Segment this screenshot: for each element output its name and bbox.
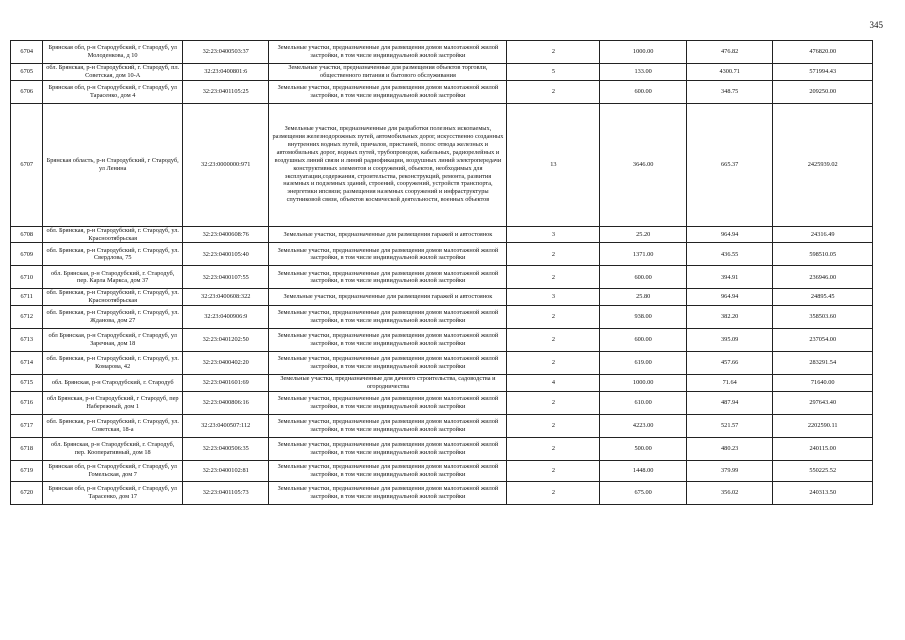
area-cell: 1000.00 <box>600 41 687 64</box>
row-number: 6706 <box>11 80 43 103</box>
address-cell: Брянская обл, р-н Стародубский, г Стародуб, ул Тарасенко, дом 4 <box>43 80 183 103</box>
specific-value-cell: 382.20 <box>686 306 773 329</box>
row-number: 6712 <box>11 306 43 329</box>
specific-value-cell: 436.55 <box>686 243 773 266</box>
table-row <box>11 391 873 414</box>
table-row <box>11 329 873 352</box>
address-cell: Брянская область, р-н Стародубский, г Стародуб, ул Ленина <box>43 103 183 226</box>
row-number: 6710 <box>11 266 43 289</box>
address-cell: обл. Брянская, р-н Стародубский, г. Стародуб, ул. Комарова, 42 <box>43 352 183 375</box>
use-group-cell: 2 <box>507 41 600 64</box>
cadastral-number-cell: 32:23:0400506:35 <box>182 437 269 460</box>
specific-value-cell: 964.94 <box>686 226 773 243</box>
cadastral-value-cell: 571994.43 <box>773 64 873 81</box>
use-group-cell: 2 <box>507 437 600 460</box>
land-use-cell: Земельные участки, предназначенные для размещения домов малоэтажной жилой застройки, в том числе индивидуальной жилой застройки <box>269 243 507 266</box>
land-use-cell: Земельные участки, предназначенные для размещения домов малоэтажной жилой застройки, в том числе индивидуальной жилой застройки <box>269 306 507 329</box>
area-cell: 600.00 <box>600 266 687 289</box>
table-row <box>11 80 873 103</box>
address-cell: обл. Брянская, р-н Стародубский, г. Стародуб, пл. Советская, дом 10-А <box>43 64 183 81</box>
cadastral-number-cell: 32:23:0401601:69 <box>182 375 269 392</box>
use-group-cell: 13 <box>507 103 600 226</box>
area-cell: 619.00 <box>600 352 687 375</box>
use-group-cell: 3 <box>507 226 600 243</box>
table-row <box>11 226 873 243</box>
use-group-cell: 2 <box>507 391 600 414</box>
table-row <box>11 414 873 437</box>
cadastral-value-cell: 24895.45 <box>773 289 873 306</box>
area-cell: 1371.00 <box>600 243 687 266</box>
area-cell: 938.00 <box>600 306 687 329</box>
table-row <box>11 375 873 392</box>
cadastral-value-cell: 237054.00 <box>773 329 873 352</box>
table-row <box>11 481 873 504</box>
land-use-cell: Земельные участки, предназначенные для дачного строительства, садоводства и огородничества <box>269 375 507 392</box>
land-use-cell: Земельные участки, предназначенные для размещения домов малоэтажной жилой застройки, в том числе индивидуальной жилой застройки <box>269 352 507 375</box>
row-number: 6720 <box>11 481 43 504</box>
use-group-cell: 2 <box>507 460 600 481</box>
area-cell: 600.00 <box>600 80 687 103</box>
table-row <box>11 243 873 266</box>
specific-value-cell: 665.37 <box>686 103 773 226</box>
use-group-cell: 2 <box>507 481 600 504</box>
address-cell: обл. Брянская, р-н Стародубский, г. Стародуб <box>43 375 183 392</box>
address-cell: Брянская обл, р-н Стародубский, г Стародуб, ул Тарасенко, дом 17 <box>43 481 183 504</box>
table-row <box>11 306 873 329</box>
cadastral-value-cell: 71640.00 <box>773 375 873 392</box>
cadastral-number-cell: 32:23:0400402:20 <box>182 352 269 375</box>
address-cell: обл. Брянская, р-н Стародубский, г. Стародуб, ул. Свердлова, 75 <box>43 243 183 266</box>
table-row <box>11 352 873 375</box>
table-row <box>11 460 873 481</box>
area-cell: 1448.00 <box>600 460 687 481</box>
land-use-cell: Земельные участки, предназначенные для размещения домов малоэтажной жилой застройки, в том числе индивидуальной жилой застройки <box>269 266 507 289</box>
table-row <box>11 437 873 460</box>
land-use-cell: Земельные участки, предназначенные для размещения домов малоэтажной жилой застройки, в том числе индивидуальной жилой застройки <box>269 460 507 481</box>
cadastral-value-cell: 236946.00 <box>773 266 873 289</box>
specific-value-cell: 964.94 <box>686 289 773 306</box>
cadastral-value-cell: 2202590.11 <box>773 414 873 437</box>
cadastral-number-cell: 32:23:0400906:9 <box>182 306 269 329</box>
row-number: 6719 <box>11 460 43 481</box>
row-number: 6709 <box>11 243 43 266</box>
area-cell: 133.00 <box>600 64 687 81</box>
address-cell: обл Брянская, р-н Стародубский, г Стародуб, пер Набережный, дом 1 <box>43 391 183 414</box>
table-row <box>11 103 873 226</box>
land-use-cell: Земельные участки, предназначенные для размещения гаражей и автостоянок <box>269 226 507 243</box>
area-cell: 675.00 <box>600 481 687 504</box>
cadastral-number-cell: 32:23:0400507:112 <box>182 414 269 437</box>
specific-value-cell: 480.23 <box>686 437 773 460</box>
address-cell: обл. Брянская, р-н Стародубский, г. Стародуб, ул. Жданова, дом 27 <box>43 306 183 329</box>
cadastral-number-cell: 32:23:0400105:40 <box>182 243 269 266</box>
row-number: 6716 <box>11 391 43 414</box>
area-cell: 3646.00 <box>600 103 687 226</box>
use-group-cell: 2 <box>507 243 600 266</box>
page-number: 345 <box>869 20 883 30</box>
cadastral-value-cell: 240313.50 <box>773 481 873 504</box>
area-cell: 500.00 <box>600 437 687 460</box>
specific-value-cell: 487.94 <box>686 391 773 414</box>
land-use-cell: Земельные участки, предназначенные для размещения домов малоэтажной жилой застройки, в том числе индивидуальной жилой застройки <box>269 414 507 437</box>
land-use-cell: Земельные участки, предназначенные для размещения объектов торговли, общественного питания и бытового обслуживания <box>269 64 507 81</box>
row-number: 6718 <box>11 437 43 460</box>
land-use-cell: Земельные участки, предназначенные для размещения домов малоэтажной жилой застройки, в том числе индивидуальной жилой застройки <box>269 391 507 414</box>
use-group-cell: 2 <box>507 266 600 289</box>
specific-value-cell: 395.09 <box>686 329 773 352</box>
land-use-cell: Земельные участки, предназначенные для размещения домов малоэтажной жилой застройки, в том числе индивидуальной жилой застройки <box>269 80 507 103</box>
table-body <box>11 41 873 505</box>
cadastral-number-cell: 32:23:0400806:16 <box>182 391 269 414</box>
specific-value-cell: 348.75 <box>686 80 773 103</box>
cadastral-number-cell: 32:23:0400608:76 <box>182 226 269 243</box>
row-number: 6705 <box>11 64 43 81</box>
specific-value-cell: 457.66 <box>686 352 773 375</box>
area-cell: 610.00 <box>600 391 687 414</box>
use-group-cell: 2 <box>507 80 600 103</box>
table-row <box>11 266 873 289</box>
specific-value-cell: 4300.71 <box>686 64 773 81</box>
row-number: 6711 <box>11 289 43 306</box>
cadastral-number-cell: 32:23:0400608:322 <box>182 289 269 306</box>
specific-value-cell: 476.82 <box>686 41 773 64</box>
use-group-cell: 4 <box>507 375 600 392</box>
cadastral-number-cell: 32:23:0400102:81 <box>182 460 269 481</box>
specific-value-cell: 379.99 <box>686 460 773 481</box>
address-cell: обл. Брянская, р-н Стародубский, г. Стародуб, ул. Красноотябрьская <box>43 226 183 243</box>
address-cell: обл. Брянская, р-н Стародубский, г. Стародуб, ул. Красноотябрьская <box>43 289 183 306</box>
area-cell: 25.20 <box>600 226 687 243</box>
cadastral-value-cell: 297643.40 <box>773 391 873 414</box>
table-row <box>11 64 873 81</box>
cadastral-value-cell: 24316.49 <box>773 226 873 243</box>
use-group-cell: 2 <box>507 352 600 375</box>
table-row <box>11 41 873 64</box>
address-cell: обл. Брянская, р-н Стародубский, г. Стародуб, пер. Карла Маркса, дом 37 <box>43 266 183 289</box>
land-use-cell: Земельные участки, предназначенные для размещения домов малоэтажной жилой застройки, в том числе индивидуальной жилой застройки <box>269 329 507 352</box>
cadastral-number-cell: 32:23:0400801:6 <box>182 64 269 81</box>
cadastral-value-cell: 240115.00 <box>773 437 873 460</box>
land-use-cell: Земельные участки, предназначенные для разработки полезных ископаемых, размещения железнодорожных путей, автомобильных дорог, искусственно созданных внутренних водных путей, причалов, пристаней, полос отвода железных и автомобильных дорог, водных путей, трубопроводов, кабельных, радиорелейных и воздушных линий связи и линий радиофикации, воздушных линий электропередачи конструктивных элементов и сооружений, объектов, необходимых для эксплуатации,содержания, строительства, реконструкций, ремонта, развития наземных и подземных зданий, строений, сооружений, устройств транспорта, энергетики ипсвязи; размещения наземных сооружений и инфраструктуры спутниковой связи, объектов космической деятельности, военных объектов <box>269 103 507 226</box>
cadastral-value-table <box>10 40 873 505</box>
row-number: 6707 <box>11 103 43 226</box>
specific-value-cell: 71.64 <box>686 375 773 392</box>
table-row <box>11 289 873 306</box>
address-cell: Брянская обл, р-н Стародубский, г Стародуб, ул Гомельская, дом 7 <box>43 460 183 481</box>
cadastral-number-cell: 32:23:0401105:25 <box>182 80 269 103</box>
row-number: 6714 <box>11 352 43 375</box>
cadastral-number-cell: 32:23:0000000:971 <box>182 103 269 226</box>
cadastral-value-cell: 550225.52 <box>773 460 873 481</box>
cadastral-number-cell: 32:23:0400503:37 <box>182 41 269 64</box>
cadastral-number-cell: 32:23:0400107:55 <box>182 266 269 289</box>
use-group-cell: 3 <box>507 289 600 306</box>
land-use-cell: Земельные участки, предназначенные для размещения домов малоэтажной жилой застройки, в том числе индивидуальной жилой застройки <box>269 437 507 460</box>
use-group-cell: 2 <box>507 306 600 329</box>
land-use-cell: Земельные участки, предназначенные для размещения гаражей и автостоянок <box>269 289 507 306</box>
cadastral-value-cell: 209250.00 <box>773 80 873 103</box>
cadastral-value-cell: 283291.54 <box>773 352 873 375</box>
use-group-cell: 2 <box>507 414 600 437</box>
address-cell: обл. Брянская, р-н Стародубский, г. Стародуб, пер. Кооперативный, дом 18 <box>43 437 183 460</box>
use-group-cell: 5 <box>507 64 600 81</box>
row-number: 6708 <box>11 226 43 243</box>
address-cell: обл. Брянская, р-н Стародубский, г. Стародуб, ул. Советская, 18-а <box>43 414 183 437</box>
specific-value-cell: 394.91 <box>686 266 773 289</box>
cadastral-value-cell: 2425939.02 <box>773 103 873 226</box>
row-number: 6704 <box>11 41 43 64</box>
address-cell: Брянская обл, р-н Стародубский, г Стародуб, ул Молоденкова, д 10 <box>43 41 183 64</box>
specific-value-cell: 521.57 <box>686 414 773 437</box>
use-group-cell: 2 <box>507 329 600 352</box>
area-cell: 600.00 <box>600 329 687 352</box>
cadastral-number-cell: 32:23:0401105:73 <box>182 481 269 504</box>
land-use-cell: Земельные участки, предназначенные для размещения домов малоэтажной жилой застройки, в том числе индивидуальной жилой застройки <box>269 41 507 64</box>
row-number: 6713 <box>11 329 43 352</box>
cadastral-value-cell: 598510.05 <box>773 243 873 266</box>
row-number: 6717 <box>11 414 43 437</box>
cadastral-value-cell: 358503.60 <box>773 306 873 329</box>
land-use-cell: Земельные участки, предназначенные для размещения домов малоэтажной жилой застройки, в том числе индивидуальной жилой застройки <box>269 481 507 504</box>
address-cell: обл Брянская, р-н Стародубский, г Стародуб, ул Заречная, дом 18 <box>43 329 183 352</box>
row-number: 6715 <box>11 375 43 392</box>
specific-value-cell: 356.02 <box>686 481 773 504</box>
cadastral-number-cell: 32:23:0401202:50 <box>182 329 269 352</box>
area-cell: 1000.00 <box>600 375 687 392</box>
area-cell: 25.80 <box>600 289 687 306</box>
cadastral-value-cell: 476820.00 <box>773 41 873 64</box>
area-cell: 4223.00 <box>600 414 687 437</box>
